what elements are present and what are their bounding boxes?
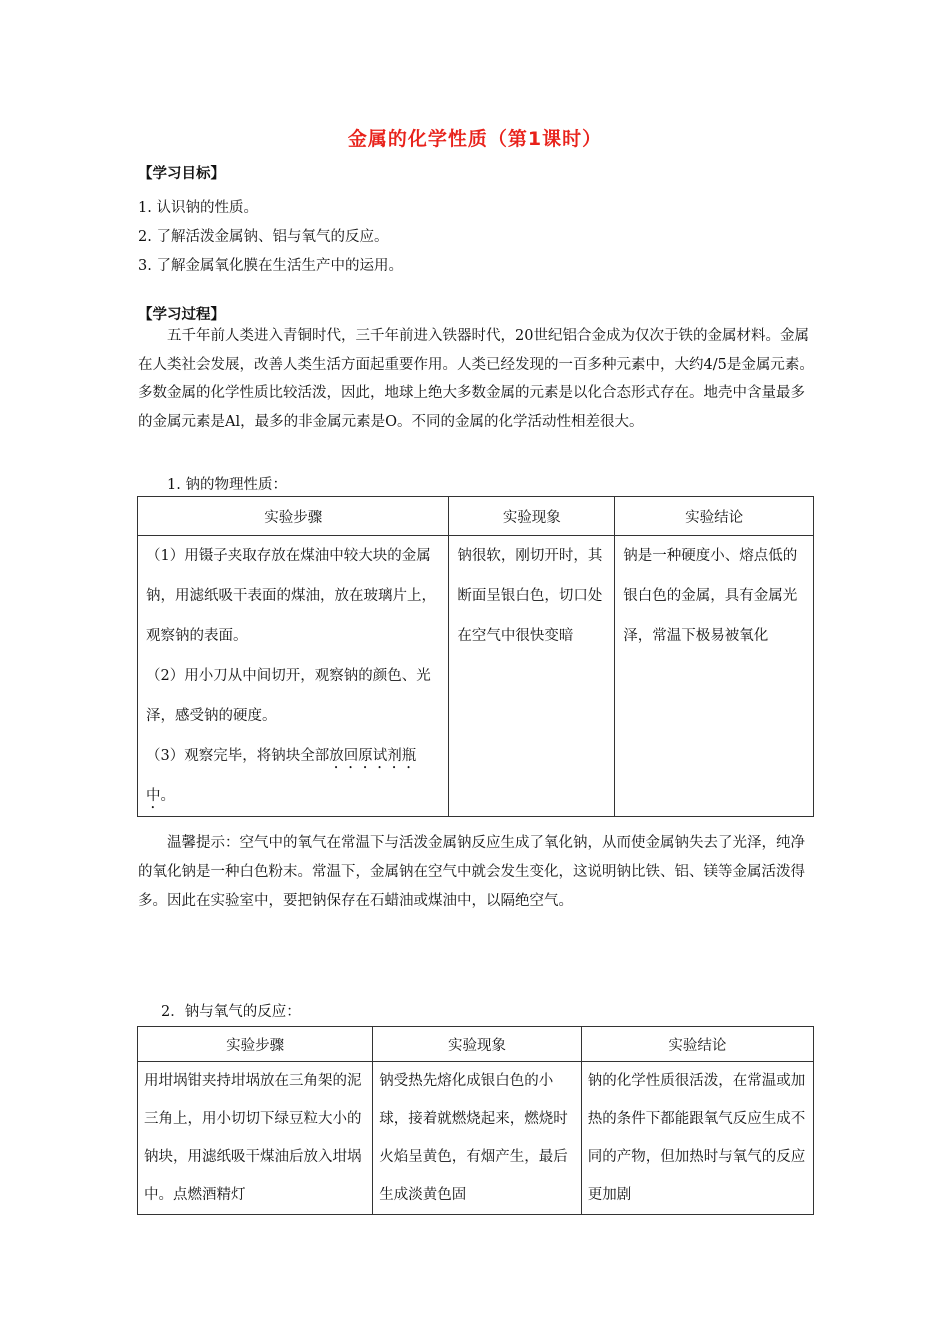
goal-item: 1. 认识钠的性质。 <box>138 200 258 216</box>
table-row <box>138 1062 814 1215</box>
intro-paragraph: 五千年前人类进入青铜时代，三千年前进入铁器时代，20世纪铝合金成为仅次于铁的金属材料。金属在人类社会发展，改善人类生活方面起重要作用。人类已经发现的一百多种元素中，大约4/5是金属元素。多数金属的化学性质比较活泼，因此，地球上绝大多数金属的元素是以化合态形式存在。地壳中含量最多的金属元素是Al，最多的非金属元素是O。不同的金属的化学活动性相差很大。 <box>138 328 814 430</box>
step-3-end: 。 <box>160 788 175 804</box>
goal-item: 3. 了解金属氧化膜在生活生产中的运用。 <box>138 258 403 274</box>
tip-paragraph: 温馨提示：空气中的氧气在常温下与活泼金属钠反应生成了氧化钠，从而使金属钠失去了光泽，纯净的氧化钠是一种白色粉末。常温下，金属钠在空气中就会发生变化，这说明钠比铁、铝、镁等金属活泼得多。因此在实验室中，要把钠保存在石蜡油或煤油中，以隔绝空气。 <box>138 835 805 909</box>
table-header-row <box>138 497 814 536</box>
goal-item: 2. 了解活泼金属钠、铝与氧气的反应。 <box>138 229 389 245</box>
sodium-oxygen-table <box>137 1026 814 1215</box>
table-header: 实验现象 <box>373 1027 582 1062</box>
step-3-text: （3）观察完毕，将钠块全部 <box>146 748 330 764</box>
sodium-physical-table <box>137 496 814 817</box>
phenomenon-cell: 钠很软，刚切开时，其断面呈银白色，切口处在空气中很快变暗 <box>449 536 615 817</box>
table-header-row <box>138 1027 814 1062</box>
section1-title: 1. 钠的物理性质： <box>167 477 287 493</box>
table-header: 实验步骤 <box>138 497 449 536</box>
step-2: （2）用小刀从中间切开，观察钠的颜色、光泽，感受钠的硬度。 <box>146 668 431 724</box>
process-heading: 【学习过程】 <box>138 307 225 323</box>
emphasized-text: 放回原试剂瓶中 <box>146 748 417 804</box>
step-3 <box>146 736 440 816</box>
conclusion-cell: 钠是一种硬度小、熔点低的银白色的金属，具有金属光泽，常温下极易被氧化 <box>615 536 814 817</box>
table-header: 实验现象 <box>449 497 615 536</box>
step-1: （1）用镊子夹取存放在煤油中较大块的金属钠，用滤纸吸干表面的煤油，放在玻璃片上，观察钠的表面。 <box>146 548 436 644</box>
steps-cell <box>138 536 449 817</box>
section2-title: 2．钠与氧气的反应： <box>161 1004 301 1020</box>
table-header: 实验结论 <box>615 497 814 536</box>
goals-heading: 【学习目标】 <box>138 166 225 182</box>
conclusion-cell: 钠的化学性质很活泼，在常温或加热的条件下都能跟氧气反应生成不同的产物，但加热时与氧气的反应更加剧 <box>581 1062 813 1215</box>
page-title: 金属的化学性质（第1课时） <box>347 128 603 150</box>
table-row <box>138 536 814 817</box>
phenomenon-cell: 钠受热先熔化成银白色的小球，接着就燃烧起来，燃烧时火焰呈黄色，有烟产生，最后生成淡黄色固 <box>373 1062 582 1215</box>
table-header: 实验结论 <box>581 1027 813 1062</box>
table-header: 实验步骤 <box>138 1027 373 1062</box>
steps-cell: 用坩埚钳夹持坩埚放在三角架的泥三角上，用小切切下绿豆粒大小的钠块，用滤纸吸干煤油后放入坩埚中。点燃酒精灯 <box>138 1062 373 1215</box>
